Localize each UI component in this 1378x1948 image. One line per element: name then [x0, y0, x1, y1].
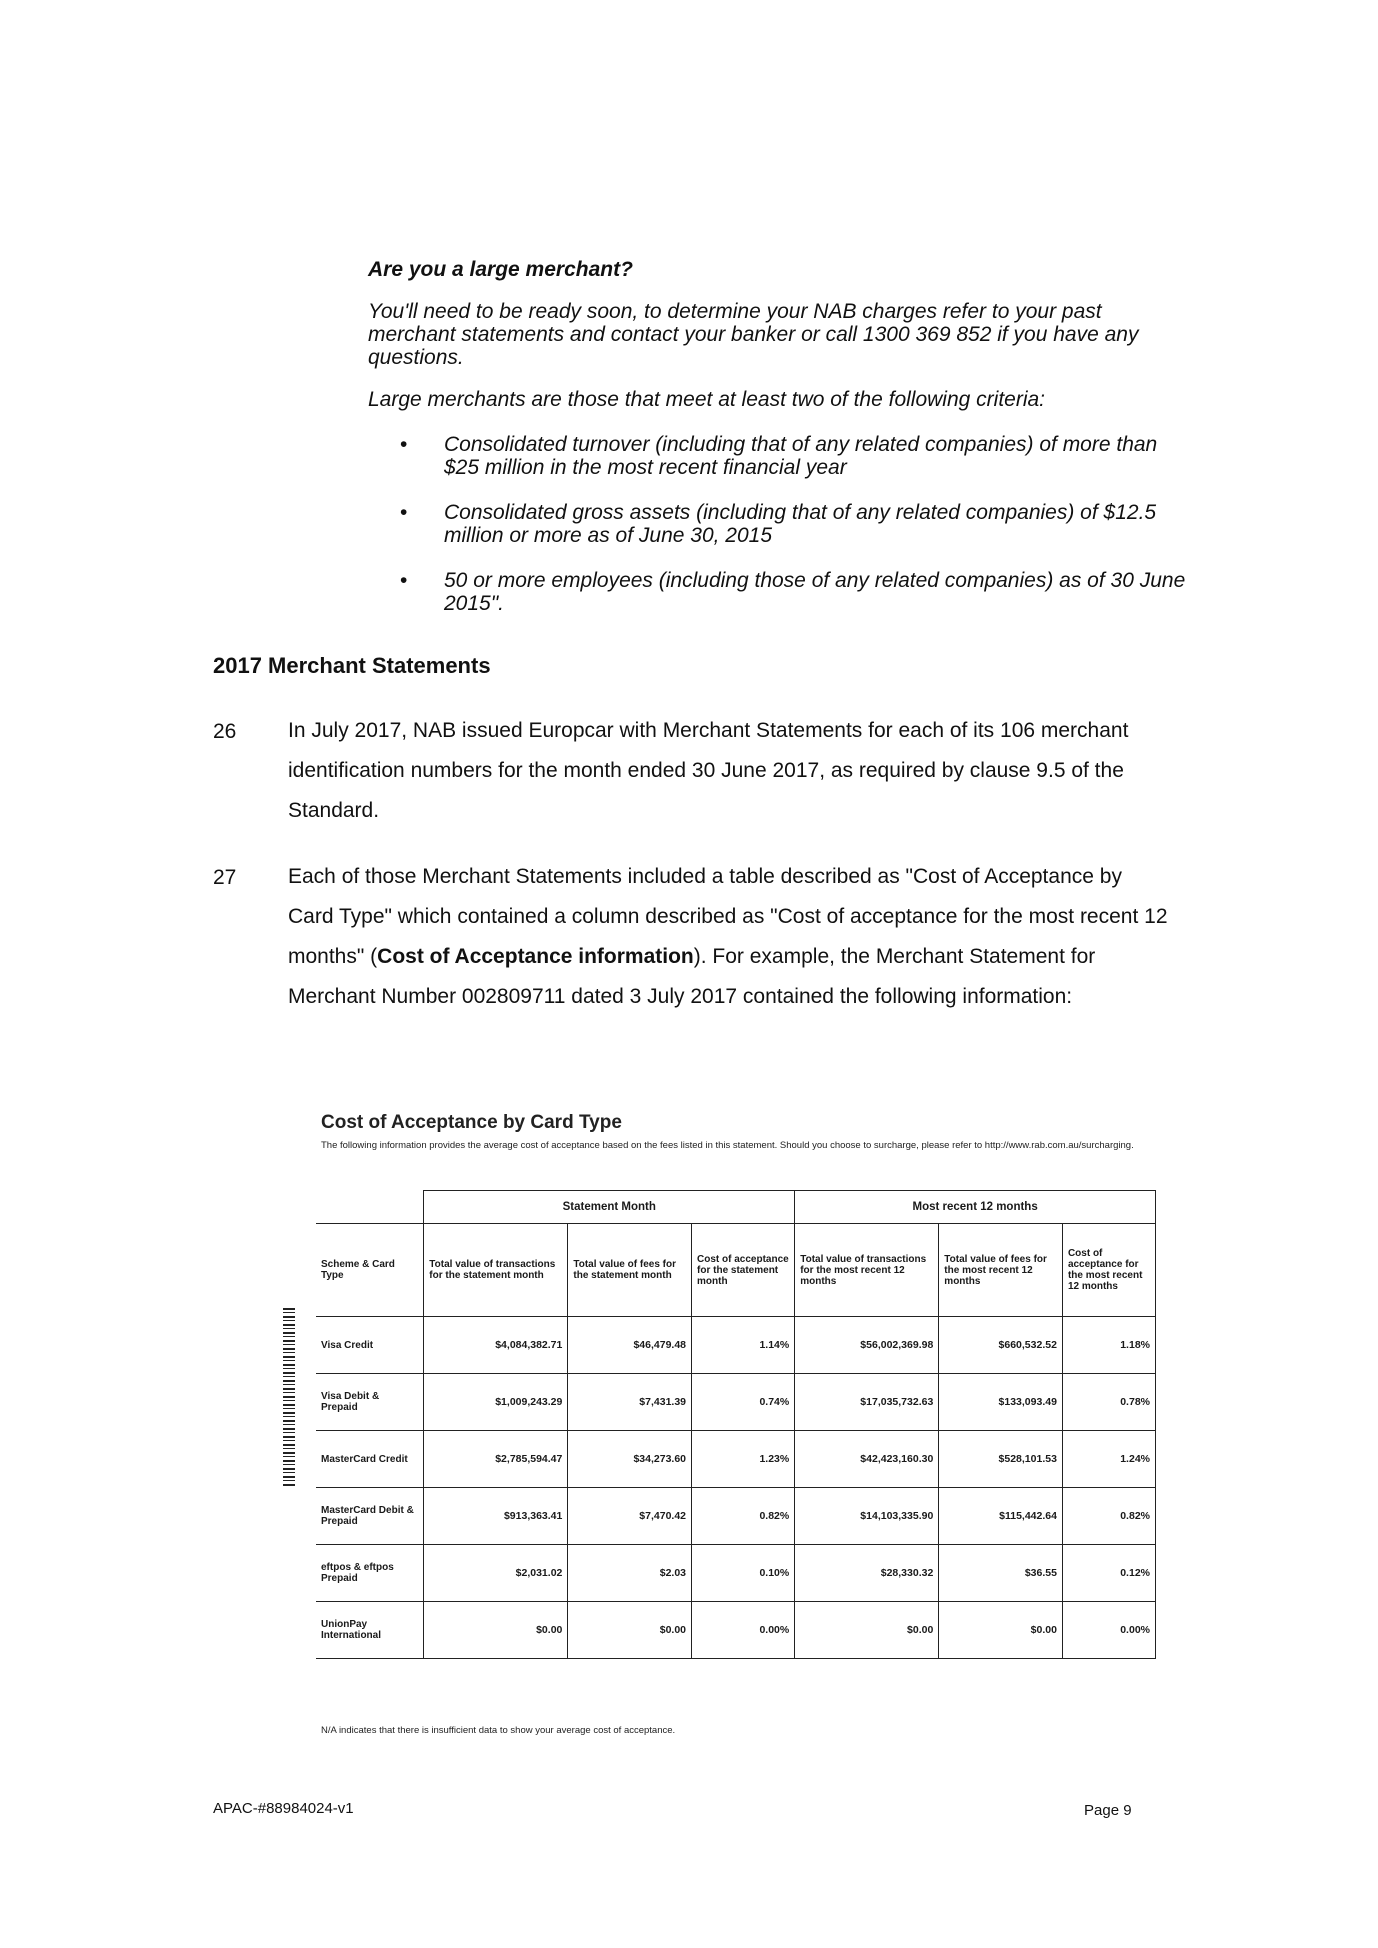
card-type-cell: MasterCard Debit & Prepaid — [316, 1488, 424, 1545]
value-cell: $913,363.41 — [424, 1488, 568, 1545]
table-row — [316, 1317, 1156, 1374]
value-cell: $0.00 — [568, 1602, 692, 1659]
value-cell: 0.78% — [1062, 1374, 1155, 1431]
group-recent-12-months: Most recent 12 months — [795, 1191, 1156, 1224]
group-statement-month: Statement Month — [424, 1191, 795, 1224]
value-cell: $660,532.52 — [939, 1317, 1063, 1374]
card-type-cell: UnionPay International — [316, 1602, 424, 1659]
card-type-cell: Visa Credit — [316, 1317, 424, 1374]
cost-of-acceptance-table — [316, 1190, 1156, 1659]
card-type-cell: Visa Debit & Prepaid — [316, 1374, 424, 1431]
value-cell: $0.00 — [424, 1602, 568, 1659]
value-cell: $0.00 — [795, 1602, 939, 1659]
value-cell: 0.00% — [692, 1602, 795, 1659]
value-cell: 1.14% — [692, 1317, 795, 1374]
value-cell: $42,423,160.30 — [795, 1431, 939, 1488]
value-cell: $2.03 — [568, 1545, 692, 1602]
table-intro: The following information provides the average cost of acceptance based on the fees listed in this statement. Should you choose to surcharge, please refer to http://www.rab.com.au/surcharging. — [321, 1140, 1134, 1151]
value-cell: 1.18% — [1062, 1317, 1155, 1374]
table-row — [316, 1545, 1156, 1602]
table-row — [316, 1602, 1156, 1659]
value-cell: $4,084,382.71 — [424, 1317, 568, 1374]
bullet-icon: • — [400, 501, 408, 524]
bullet-icon: • — [400, 433, 408, 456]
value-cell: $34,273.60 — [568, 1431, 692, 1488]
paragraph-number-27: 27 — [213, 866, 237, 889]
section-heading: 2017 Merchant Statements — [213, 653, 491, 678]
value-cell: 1.23% — [692, 1431, 795, 1488]
card-type-cell: eftpos & eftpos Prepaid — [316, 1545, 424, 1602]
col-header-12m-transactions: Total value of transactions for the most recent 12 months — [795, 1224, 939, 1317]
value-cell: $28,330.32 — [795, 1545, 939, 1602]
blank-header — [316, 1191, 424, 1224]
value-cell: 0.82% — [692, 1488, 795, 1545]
value-cell: $1,009,243.29 — [424, 1374, 568, 1431]
value-cell: 0.12% — [1062, 1545, 1155, 1602]
page-number: Page 9 — [1084, 1802, 1132, 1819]
value-cell: $115,442.64 — [939, 1488, 1063, 1545]
value-cell: $7,431.39 — [568, 1374, 692, 1431]
bullet-icon: • — [400, 569, 408, 592]
col-header-stmt-fees: Total value of fees for the statement month — [568, 1224, 692, 1317]
table-row — [316, 1374, 1156, 1431]
value-cell: $14,103,335.90 — [795, 1488, 939, 1545]
value-cell: $17,035,732.63 — [795, 1374, 939, 1431]
value-cell: $36.55 — [939, 1545, 1063, 1602]
value-cell: 0.82% — [1062, 1488, 1155, 1545]
value-cell: 0.74% — [692, 1374, 795, 1431]
col-header-scheme: Scheme & Card Type — [316, 1224, 424, 1317]
value-cell: $528,101.53 — [939, 1431, 1063, 1488]
table-footnote: N/A indicates that there is insufficient data to show your average cost of acceptance. — [321, 1725, 676, 1736]
barcode-icon — [283, 1308, 295, 1486]
card-type-cell: MasterCard Credit — [316, 1431, 424, 1488]
value-cell: 0.00% — [1062, 1602, 1155, 1659]
col-header-stmt-transactions: Total value of transactions for the statement month — [424, 1224, 568, 1317]
value-cell: $2,785,594.47 — [424, 1431, 568, 1488]
value-cell: $2,031.02 — [424, 1545, 568, 1602]
quote-paragraph-2: Large merchants are those that meet at least two of the following criteria: — [368, 388, 1046, 411]
value-cell: $56,002,369.98 — [795, 1317, 939, 1374]
table-row — [316, 1488, 1156, 1545]
criteria-item: • Consolidated turnover (including that of any related companies) of more than $25 million in the most recent financial year — [400, 433, 1158, 479]
criteria-item: • 50 or more employees (including those of any related companies) as of 30 June 2015". — [400, 569, 1186, 615]
col-header-12m-fees: Total value of fees for the most recent 12 months — [939, 1224, 1063, 1317]
paragraph-26: In July 2017, NAB issued Europcar with Merchant Statements for each of its 106 merchant identification numbers for the month ended 30 June 2017, as required by clause 9.5 of the Standard. — [288, 719, 1129, 822]
value-cell: 1.24% — [1062, 1431, 1155, 1488]
value-cell: $7,470.42 — [568, 1488, 692, 1545]
paragraph-27: Each of those Merchant Statements included a table described as "Cost of Acceptance by Card Type" which contained a column described as "Cost of acceptance for the most recent 12 months" (Cost of Acceptance information). For example, the Merchant Statement for Merchant Number 002809711 dated 3 July 2017 contained the following information: — [288, 865, 1168, 1008]
value-cell: $46,479.48 — [568, 1317, 692, 1374]
paragraph-number-26: 26 — [213, 720, 237, 743]
col-header-12m-cost: Cost of acceptance for the most recent 12 months — [1062, 1224, 1155, 1317]
quote-paragraph-1: You'll need to be ready soon, to determine your NAB charges refer to your past merchant statements and contact your banker or call 1300 369 852 if you have any questions. — [368, 300, 1139, 369]
quote-heading: Are you a large merchant? — [368, 258, 633, 281]
table-row — [316, 1431, 1156, 1488]
value-cell: 0.10% — [692, 1545, 795, 1602]
document-id: APAC-#88984024-v1 — [213, 1800, 354, 1817]
table-title: Cost of Acceptance by Card Type — [321, 1112, 622, 1133]
col-header-stmt-cost: Cost of acceptance for the statement month — [692, 1224, 795, 1317]
value-cell: $0.00 — [939, 1602, 1063, 1659]
value-cell: $133,093.49 — [939, 1374, 1063, 1431]
criteria-item: • Consolidated gross assets (including that of any related companies) of $12.5 million or more as of June 30, 2015 — [400, 501, 1157, 547]
criteria-list — [400, 433, 1190, 637]
